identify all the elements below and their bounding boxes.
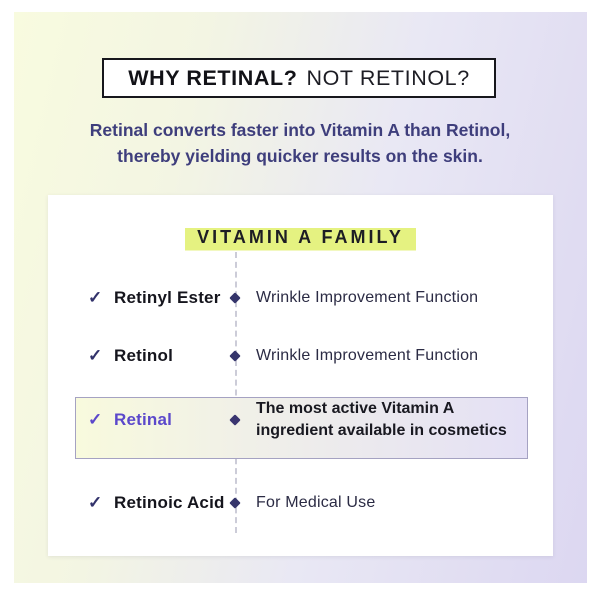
table-row-retinol (48, 341, 553, 371)
ingredient-name: Retinyl Ester (114, 288, 221, 307)
ingredient-name: Retinoic Acid (114, 493, 225, 512)
subtitle-line-2: thereby yielding quicker results on the skin. (117, 146, 483, 166)
title-secondary: NOT RETINOL? (306, 65, 470, 90)
table-row-retinal (48, 398, 553, 442)
card-heading: VITAMIN A FAMILY (185, 224, 416, 252)
checkmark-icon: ✓ (88, 288, 103, 307)
gradient-background (14, 12, 587, 583)
checkmark-icon: ✓ (88, 493, 103, 512)
table-row-retinoic-acid (48, 488, 553, 518)
diamond-bullet-icon (229, 414, 240, 425)
checkmark-icon: ✓ (88, 346, 103, 365)
diamond-bullet-icon (229, 292, 240, 303)
table-row-retinyl-ester (48, 283, 553, 313)
title-primary: WHY RETINAL? (128, 65, 298, 90)
subtitle (0, 117, 600, 169)
title-box (102, 58, 496, 98)
ingredient-name: Retinal (114, 410, 173, 429)
diamond-bullet-icon (229, 350, 240, 361)
checkmark-icon: ✓ (88, 410, 103, 429)
description-line-1: The most active Vitamin A (256, 400, 455, 417)
subtitle-line-1: Retinal converts faster into Vitamin A than Retinol, (89, 120, 511, 140)
description-line-2: ingredient available in cosmetics (256, 422, 507, 439)
ingredient-description: Wrinkle Improvement Function (256, 289, 479, 306)
ingredient-description (256, 398, 507, 442)
diamond-bullet-icon (229, 497, 240, 508)
ingredient-description: Wrinkle Improvement Function (256, 347, 479, 364)
ingredient-name: Retinol (114, 346, 174, 365)
ingredient-description: For Medical Use (256, 494, 376, 511)
vitamin-a-family-card (48, 195, 553, 556)
card-heading-wrap (48, 224, 553, 252)
